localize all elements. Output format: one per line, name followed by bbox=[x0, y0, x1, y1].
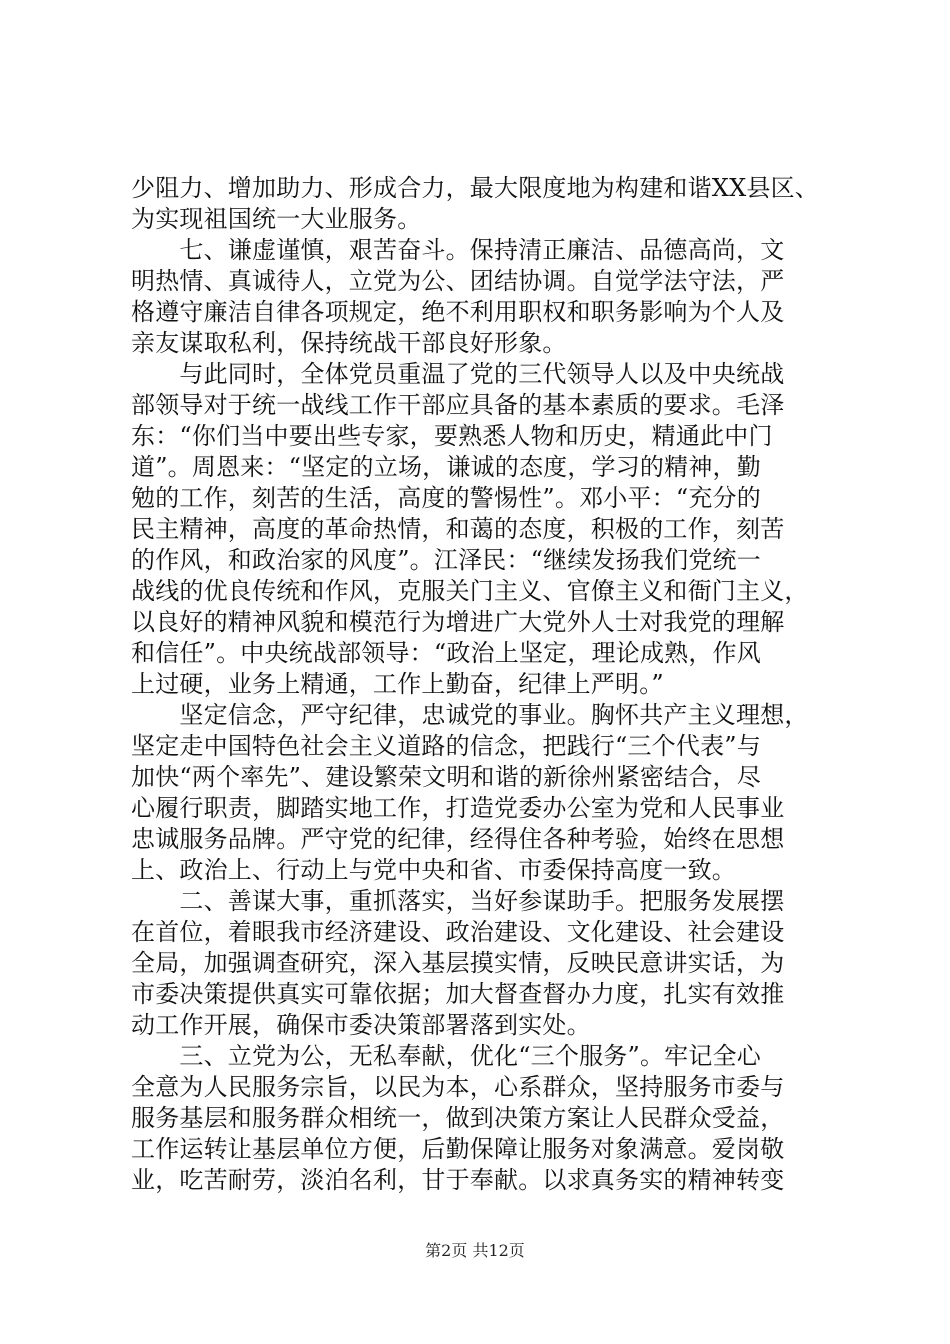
text-line: 加快“两个率先”、建设繁荣文明和谐的新徐州紧密结合，尽 bbox=[131, 763, 761, 791]
text-line: 与此同时，全体党员重温了党的三代领导人以及中央统战 bbox=[131, 360, 785, 388]
text-line: 格遵守廉洁自律各项规定，绝不利用职权和职务影响为个人及 bbox=[131, 298, 785, 326]
body-text bbox=[131, 173, 831, 1196]
text-line: 战线的优良传统和作风，克服关门主义、官僚主义和衙门主义， bbox=[131, 577, 809, 605]
text-line: 工作运转让基层单位方便，后勤保障让服务对象满意。爱岗敬 bbox=[131, 1135, 785, 1163]
text-line: 亲友谋取私利，保持统战干部良好形象。 bbox=[131, 329, 567, 357]
text-line: 东：“你们当中要出些专家，要熟悉人物和历史，精通此中门 bbox=[131, 422, 773, 450]
text-line: 明热情、真诚待人，立党为公、团结协调。自觉学法守法，严 bbox=[131, 267, 785, 295]
text-line: 忠诚服务品牌。严守党的纪律，经得住各种考验，始终在思想 bbox=[131, 825, 785, 853]
text-line: 部领导对于统一战线工作干部应具备的基本素质的要求。毛泽 bbox=[131, 391, 785, 419]
text-line: 全意为人民服务宗旨，以民为本，心系群众，坚持服务市委与 bbox=[131, 1073, 785, 1101]
text-line: 动工作开展，确保市委决策部署落到实处。 bbox=[131, 1011, 591, 1039]
text-line: 三、立党为公，无私奉献，优化“三个服务”。牢记全心 bbox=[131, 1042, 761, 1070]
text-line: 民主精神，高度的革命热情，和蔼的态度，积极的工作，刻苦 bbox=[131, 515, 785, 543]
text-line: 上、政治上、行动上与党中央和省、市委保持高度一致。 bbox=[131, 856, 736, 884]
page-number-footer: 第2页 共12页 bbox=[425, 1241, 525, 1260]
text-line: 坚定走中国特色社会主义道路的信念，把践行“三个代表”与 bbox=[131, 732, 761, 760]
text-line: 道”。周恩来：“坚定的立场，谦诚的态度，学习的精神，勤 bbox=[131, 453, 761, 481]
text-line: 为实现祖国统一大业服务。 bbox=[131, 205, 422, 233]
text-line: 二、善谋大事，重抓落实，当好参谋助手。把服务发展摆 bbox=[131, 887, 785, 915]
text-line: 上过硬，业务上精通，工作上勤奋，纪律上严明。” bbox=[131, 670, 664, 698]
text-line: 市委决策提供真实可靠依据；加大督查督办力度，扎实有效推 bbox=[131, 980, 785, 1008]
text-line: 少阻力、增加助力、形成合力，最大限度地为构建和谐XX县区、 bbox=[131, 174, 819, 202]
text-line: 在首位，着眼我市经济建设、政治建设、文化建设、社会建设 bbox=[131, 918, 785, 946]
text-line: 的作风，和政治家的风度”。江泽民：“继续发扬我们党统一 bbox=[131, 546, 761, 574]
text-line: 以良好的精神风貌和模范行为增进广大党外人士对我党的理解 bbox=[131, 608, 785, 636]
text-line: 和信任”。中央统战部领导：“政治上坚定，理论成熟，作风 bbox=[131, 639, 761, 667]
text-line: 心履行职责，脚踏实地工作，打造党委办公室为党和人民事业 bbox=[131, 794, 785, 822]
text-line: 坚定信念，严守纪律，忠诚党的事业。胸怀共产主义理想， bbox=[131, 701, 809, 729]
text-line: 全局，加强调查研究，深入基层摸实情，反映民意讲实话，为 bbox=[131, 949, 785, 977]
text-line: 七、谦虚谨慎，艰苦奋斗。保持清正廉洁、品德高尚，文 bbox=[131, 236, 785, 264]
text-line: 服务基层和服务群众相统一，做到决策方案让人民群众受益， bbox=[131, 1104, 785, 1132]
text-line: 勉的工作，刻苦的生活，高度的警惕性”。邓小平：“充分的 bbox=[131, 484, 761, 512]
text-line: 业，吃苦耐劳，淡泊名利，甘于奉献。以求真务实的精神转变 bbox=[131, 1166, 785, 1194]
